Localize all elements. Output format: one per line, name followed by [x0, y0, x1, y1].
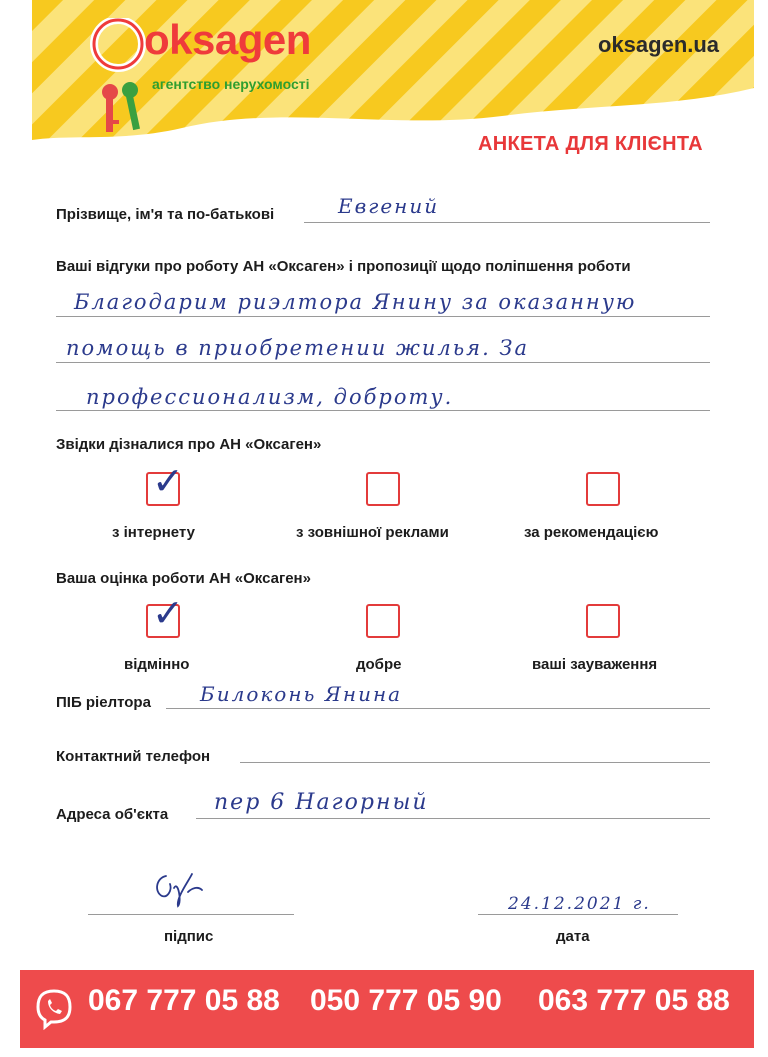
address-label: Адреса об'єкта [56, 806, 169, 823]
signature-line [88, 914, 294, 915]
feedback-label: Ваші відгуки про роботу АН «Оксаген» і пропозиції щодо поліпшення роботи [56, 258, 631, 275]
feedback-text-2[interactable]: помощь в приобретении жилья. За [66, 336, 530, 360]
phone-number-1[interactable]: 067 777 05 88 [88, 984, 280, 1017]
phone-number-3[interactable]: 063 777 05 88 [538, 984, 730, 1017]
rating-label: Ваша оцінка роботи АН «Оксаген» [56, 570, 311, 587]
name-value[interactable]: Евгений [338, 194, 440, 218]
rating-option-good: добре [356, 656, 402, 673]
source-label: Звідки дізналися про АН «Оксаген» [56, 436, 322, 453]
feedback-line-1 [56, 316, 710, 317]
contact-phone-line [240, 762, 710, 763]
realtor-label: ПІБ ріелтора [56, 694, 151, 711]
checkmark-icon: ✓ [152, 591, 184, 635]
address-value[interactable]: пер 6 Нагорный [214, 790, 429, 815]
source-outdoor-ads-checkbox[interactable] [366, 472, 400, 506]
date-value[interactable]: 24.12.2021 г. [508, 894, 651, 914]
logo-wordmark: oksagen [144, 16, 311, 63]
feedback-line-2 [56, 362, 710, 363]
phone-number-2[interactable]: 050 777 05 90 [310, 984, 502, 1017]
signature-label: підпис [164, 928, 214, 945]
address-line [196, 818, 710, 819]
rating-option-excellent: відмінно [124, 656, 190, 673]
website-url: oksagen.ua [598, 32, 720, 57]
contact-phone-label: Контактний телефон [56, 748, 211, 765]
feedback-text-1[interactable]: Благодарим риэлтора Янину за оказанную [74, 290, 637, 314]
viber-icon [34, 988, 74, 1030]
realtor-value[interactable]: Билоконь Янина [200, 682, 403, 706]
realtor-line [166, 708, 710, 709]
feedback-text-3[interactable]: профессионализм, доброту. [86, 385, 454, 409]
signature-scribble [148, 862, 218, 912]
rating-remarks-checkbox[interactable] [586, 604, 620, 638]
checkmark-icon: ✓ [152, 459, 184, 503]
logo-subtitle: агентство нерухомості [152, 76, 310, 92]
date-line [478, 914, 678, 915]
name-label: Прізвище, ім'я та по-батькові [56, 206, 275, 223]
rating-good-checkbox[interactable] [366, 604, 400, 638]
header-banner [32, 0, 754, 150]
date-label: дата [556, 928, 590, 945]
source-recommendation-checkbox[interactable] [586, 472, 620, 506]
rating-option-remarks: ваші зауваження [532, 656, 658, 673]
source-option-internet: з інтернету [112, 524, 195, 541]
feedback-line-3 [56, 410, 710, 411]
source-option-recommendation: за рекомендацією [524, 524, 659, 541]
name-line [304, 222, 710, 223]
form-title: АНКЕТА ДЛЯ КЛІЄНТА [478, 133, 703, 155]
source-option-outdoor-ads: з зовнішної реклами [296, 524, 449, 541]
footer-phones-bar [20, 970, 754, 1048]
